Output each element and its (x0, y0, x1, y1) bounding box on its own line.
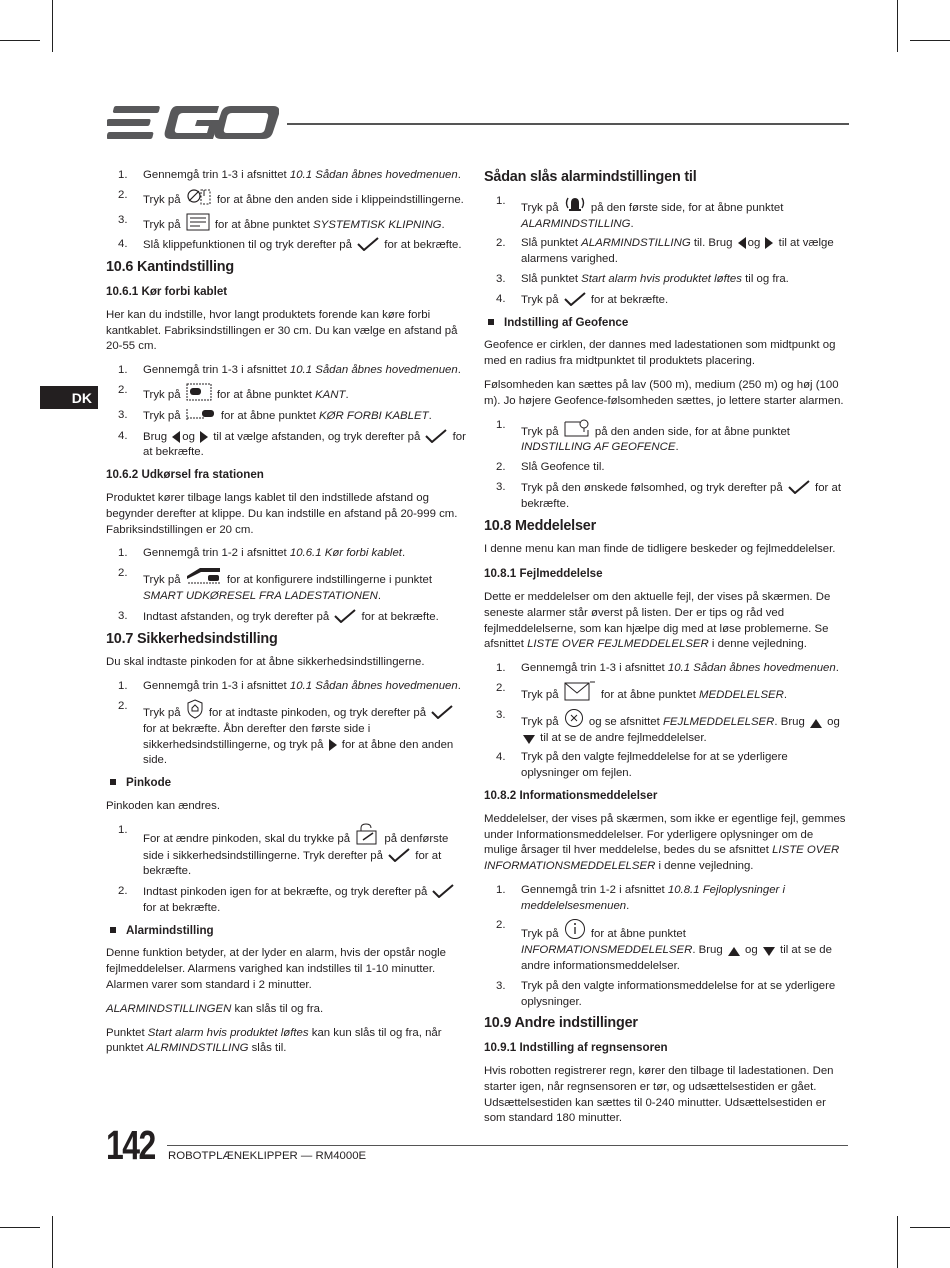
checkmark-icon (425, 429, 447, 443)
arrow-up-icon (810, 719, 822, 728)
checkmark-icon (788, 480, 810, 494)
arrow-left-icon (738, 237, 746, 249)
paragraph: Meddelelser, der vises på skærmen, som ikke er egentlige fejl, gemmes under Informationsmeddelelser. For yderligere oplysninger om de mulige årsager til hver meddelelse, bedes du se afsnittet LISTE OVER INFORMATIONSMEDDELELSER i denne vejledning. (484, 812, 846, 873)
crop-mark (910, 1227, 950, 1228)
arrow-right-icon (329, 739, 337, 751)
list-item: 3. Tryk på for at åbne punktet SYSTEMTISK KLIPNING. (118, 213, 445, 231)
paragraph: Pinkoden kan ændres. (106, 799, 220, 812)
list-item: 1. Gennemgå trin 1-3 i afsnittet 10.1 Sådan åbnes hovedmenuen. (496, 662, 839, 675)
checkmark-icon (431, 705, 453, 719)
footer-divider (167, 1145, 848, 1146)
page-footer (106, 1122, 848, 1168)
list-item: 1. Gennemgå trin 1-3 i afsnittet 10.1 Sådan åbnes hovedmenuen. (118, 364, 461, 377)
crop-mark (52, 0, 53, 52)
bullet-heading: Alarmindstilling (106, 923, 470, 939)
section-heading: 10.7 Sikkerhedsindstilling (106, 630, 278, 647)
list-item: 1. Tryk på på den anden side, for at åbne punktet INDSTILLING AF GEOFENCE. (496, 418, 790, 454)
list-item: 2. Slå Geofence til. (496, 461, 605, 474)
subsection-heading: 10.8.2 Informationsmeddelelser (484, 788, 658, 802)
bullet-heading: Pinkode (106, 775, 470, 791)
list-item: 2. Indtast pinkoden igen for at bekræfte, og tryk derefter på for at bekræfte. (106, 884, 470, 917)
checkmark-icon (357, 237, 379, 251)
edge-icon (186, 383, 212, 401)
arrow-down-icon (523, 735, 535, 744)
systematic-mowing-icon (186, 213, 210, 231)
list-item: 3. Indtast afstanden, og tryk derefter på for at bekræfte. (118, 609, 439, 623)
checkmark-icon (388, 848, 410, 862)
steps-list (106, 679, 470, 769)
list-item: 1. Gennemgå trin 1-2 i afsnittet 10.6.1 Kør forbi kablet. (118, 547, 406, 560)
page-number: 142 (106, 1122, 155, 1168)
list-item: 4. Tryk på for at bekræfte. (496, 292, 669, 306)
list-item: 2. Tryk på for at åbne den anden side i klippeindstillingerne. (118, 188, 464, 206)
drive-past-wire-icon (186, 408, 216, 422)
crop-mark (0, 1227, 40, 1228)
paragraph: Dette er meddelelser om den aktuelle fejl, der vises på skærmen. De seneste alarmer står øverst på listen. Der er tips og råd ved fejlmeddelelserne, som kan hjælpe dig med at løse problemerne. Se afsnittet LISTE OVER FEJLMEDDELELSER i denne vejledning. (484, 590, 831, 651)
charging-station-exit-icon (186, 566, 222, 586)
list-item: 2. Tryk på for at åbne punktet MEDDELELSER. (496, 681, 788, 701)
list-item: 1. Tryk på på den første side, for at åbne punktet ALARMINDSTILLING. (496, 194, 784, 230)
section-heading: 10.9 Andre indstillinger (484, 1015, 638, 1032)
paragraph: Geofence er cirklen, der dannes med ladestationen som midtpunkt og med en radius fra midtpunktet til produktets placering. (484, 339, 836, 368)
list-item: 4. Tryk på den valgte fejlmeddelelse for at se yderligere oplysninger om fejlen. (496, 751, 788, 780)
list-item: 2. Tryk på for at åbne punktet KANT. (118, 383, 349, 401)
steps-list (484, 418, 846, 513)
paragraph: Denne funktion betyder, at der lyder en alarm, hvis der opstår nogle fejlmeddelelser. Alarmens varighed kan indstilles til 1-10 minutter. Alarmen varer som standard i 2 minutter. (106, 947, 447, 992)
language-tab: DK (40, 386, 98, 409)
list-item: 1. Gennemgå trin 1-2 i afsnittet 10.8.1 Fejloplysninger i meddelelsesmenuen. (496, 883, 786, 912)
mowing-settings-icon (186, 188, 212, 206)
list-item: 3. Tryk på den ønskede følsomhed, og tryk derefter på for at bekræfte. (496, 480, 841, 510)
steps-list (484, 194, 846, 309)
paragraph: Følsomheden kan sættes på lav (500 m), medium (250 m) og høj (100 m). Jo højere Geofence-følsomheden sættes, jo lettere starter alarmen. (484, 378, 844, 407)
arrow-right-icon (200, 431, 208, 443)
steps-list (106, 546, 470, 625)
list-item: 4. Slå klippefunktionen til og tryk derefter på for at bekræfte. (118, 238, 462, 252)
crop-mark (0, 40, 40, 41)
footer-title: ROBOTPLÆNEKLIPPER — RM4000E (168, 1150, 367, 1162)
list-item: 3. Tryk på den valgte informationsmeddelelse for at se yderligere oplysninger. (496, 979, 836, 1008)
list-item: 2. Slå punktet ALARMINDSTILLING til. Brug og til at vælge alarmens varighed. (496, 237, 834, 266)
subsection-heading: 10.9.1 Indstilling af regnsensoren (484, 1041, 668, 1055)
list-item: 3. Tryk på for at åbne punktet KØR FORBI KABLET. (118, 408, 432, 422)
steps-list (106, 363, 470, 461)
messages-icon (564, 681, 596, 701)
section-heading: 10.6 Kantindstilling (106, 259, 234, 276)
paragraph: Produktet kører tilbage langs kablet til den indstillede afstand og begynder derefter at klippe. Du kan indstille en afstand på 20-999 cm. Fabriksindstillingen er 20 cm. (106, 491, 458, 536)
crop-mark (910, 40, 950, 41)
crop-mark (897, 0, 898, 52)
arrow-right-icon (765, 237, 773, 249)
security-shield-icon (186, 699, 204, 719)
paragraph: Punktet Start alarm hvis produktet løftes kan kun slås til og fra, når punktet ALRMINDSTILLING slås til. (106, 1026, 442, 1055)
steps-list (484, 883, 846, 1011)
alarm-icon (564, 194, 586, 214)
error-icon (564, 708, 584, 728)
list-item: 2. Tryk på for at indtaste pinkoden, og tryk derefter på for at bekræfte. Åbn derefter den første side i sikkerhedsindstillingerne, og tryk på for at åbne den anden side. (118, 699, 454, 767)
subsection-heading: 10.6.2 Udkørsel fra stationen (106, 468, 264, 482)
list-item: 3. Tryk på og se afsnittet FEJLMEDDELELSER. Brug og til at se de andre fejlmeddelelser. (496, 708, 840, 744)
crop-mark (897, 1216, 898, 1268)
ego-logo (107, 103, 279, 143)
steps-list (106, 168, 470, 254)
section-heading: Sådan slås alarmindstillingen til (484, 169, 697, 185)
info-icon (564, 918, 586, 940)
checkmark-icon (432, 884, 454, 898)
paragraph: Hvis robotten registrerer regn, kører den tilbage til ladestationen. Den starter igen, når regnsensoren er tør, og udsættelsestiden er gået. Udsættelsestiden kan sættes til 0-240 minutter. Udsættelsestiden er som standard 180 minutter. (484, 1065, 834, 1125)
page-header (107, 103, 849, 143)
list-item: 2. Tryk på for at åbne punktet INFORMATIONSMEDDELELSER. Brug og til at se de andre informationsmeddelelser. (496, 919, 832, 973)
paragraph: I denne menu kan man finde de tidligere beskeder og fejlmeddelelser. (484, 543, 836, 556)
bullet-heading: Indstilling af Geofence (484, 315, 846, 331)
steps-list (484, 661, 846, 782)
checkmark-icon (564, 292, 586, 306)
list-item: 2. Tryk på for at konfigurere indstillingerne i punktet SMART UDKØRESEL FRA LADESTATIONEN. (118, 567, 433, 602)
paragraph: ALARMINDSTILLINGEN kan slås til og fra. (106, 1002, 324, 1015)
left-column (106, 168, 470, 1065)
arrow-down-icon (763, 947, 775, 956)
checkmark-icon (334, 609, 356, 623)
list-item: 1. For at ændre pinkoden, skal du trykke på på denførste side i sikkerhedsindstillingerne. Tryk derefter på for at bekræfte. (118, 823, 449, 878)
paragraph: Du skal indtaste pinkoden for at åbne sikkerhedsindstillingerne. (106, 656, 425, 669)
list-item: 3. Slå punktet Start alarm hvis produktet løftes til og fra. (496, 272, 789, 285)
geofence-icon (564, 418, 590, 438)
section-heading: 10.8 Meddelelser (484, 517, 596, 534)
paragraph: Her kan du indstille, hvor langt produktets forende kan køre forbi kantkablet. Fabriksindstillingen er 30 cm. Du kan vælge en afstand på 20-55 cm. (106, 308, 458, 353)
header-divider (287, 123, 849, 125)
right-column (484, 168, 846, 1135)
steps-list (106, 823, 470, 917)
arrow-left-icon (172, 431, 180, 443)
edit-pin-icon (355, 823, 379, 845)
crop-mark (52, 1216, 53, 1268)
list-item: 1. Gennemgå trin 1-3 i afsnittet 10.1 Sådan åbnes hovedmenuen. (118, 169, 461, 181)
list-item: 1. Gennemgå trin 1-3 i afsnittet 10.1 Sådan åbnes hovedmenuen. (118, 680, 461, 693)
subsection-heading: 10.6.1 Kør forbi kablet (106, 284, 228, 298)
subsection-heading: 10.8.1 Fejlmeddelelse (484, 567, 603, 581)
arrow-up-icon (728, 947, 740, 956)
list-item: 4. Brug og til at vælge afstanden, og tryk derefter på for at bekræfte. (118, 429, 466, 459)
